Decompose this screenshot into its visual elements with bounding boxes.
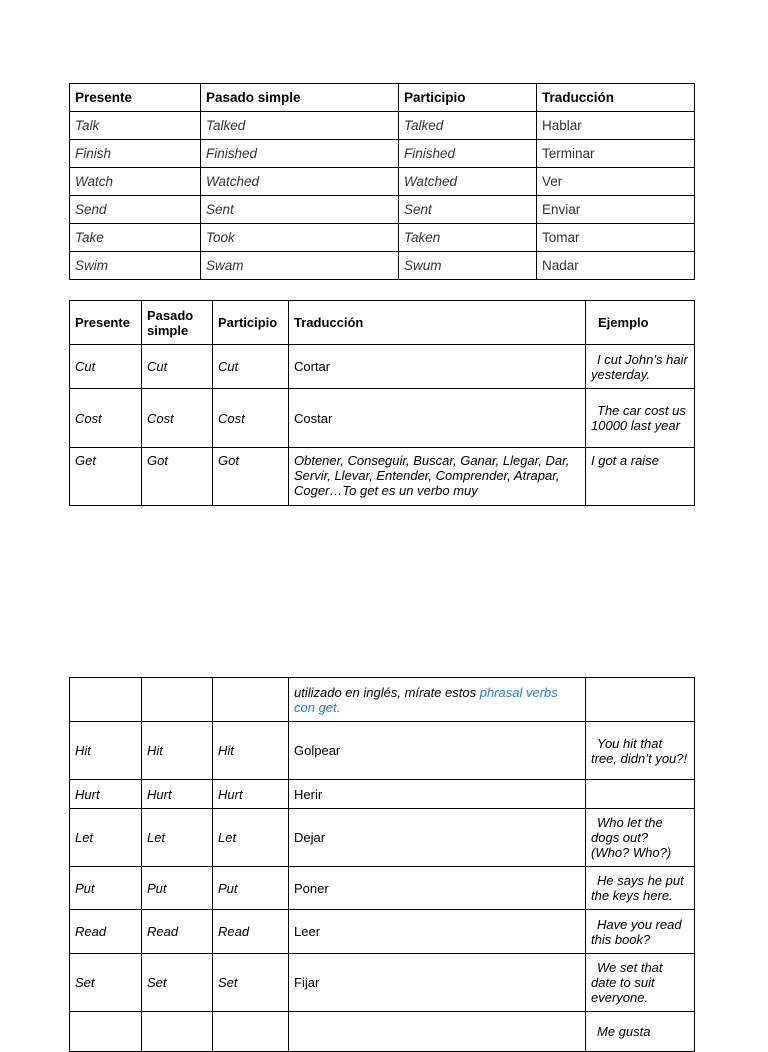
- table-cell: Poner: [289, 867, 586, 910]
- table-cell: Send: [70, 196, 201, 224]
- table-row: [70, 780, 695, 809]
- table-cell: Get: [70, 448, 142, 506]
- table-row: [70, 168, 695, 196]
- table-cell: Put: [213, 867, 289, 910]
- table-row: [70, 252, 695, 280]
- example-cell: I got a raise: [586, 448, 695, 506]
- table-cell: Herir: [289, 780, 586, 809]
- table-cell: Hurt: [70, 780, 142, 809]
- table-cell: Swum: [399, 252, 537, 280]
- table-cell: Costar: [289, 389, 586, 448]
- table-cell: Read: [70, 910, 142, 954]
- table-row: [70, 389, 695, 448]
- table-cell: Hurt: [142, 780, 213, 809]
- column-header: Pasado simple: [201, 84, 399, 112]
- table-row: [70, 140, 695, 168]
- table-cell: Hit: [70, 722, 142, 780]
- table-cell: Tomar: [537, 224, 695, 252]
- table-cell: [213, 678, 289, 722]
- table-row: [70, 224, 695, 252]
- table-cell: Finished: [201, 140, 399, 168]
- table-cell: Watched: [201, 168, 399, 196]
- table-cell: [142, 1012, 213, 1052]
- column-header: Presente: [70, 84, 201, 112]
- table-cell: Hit: [142, 722, 213, 780]
- example-cell: [586, 780, 695, 809]
- column-header: Pasado simple: [142, 301, 213, 345]
- table-cell: [586, 678, 695, 722]
- table-cell: [289, 678, 586, 722]
- example-cell: I cut John’s hair yesterday.: [586, 345, 695, 389]
- table-row: [70, 867, 695, 910]
- example-cell: Me gusta: [586, 1012, 695, 1052]
- table-row: [70, 678, 695, 722]
- table-cell: Talked: [201, 112, 399, 140]
- example-cell: You hit that tree, didn’t you?!: [586, 722, 695, 780]
- table-cell: Finished: [399, 140, 537, 168]
- example-cell: Have you read this book?: [586, 910, 695, 954]
- table-cell: Put: [70, 867, 142, 910]
- table-header-row: [70, 84, 695, 112]
- table-cell: Let: [213, 809, 289, 867]
- table-row: [70, 112, 695, 140]
- table-cell: Read: [142, 910, 213, 954]
- table-cell: [213, 1012, 289, 1052]
- table-cell: Taken: [399, 224, 537, 252]
- table-cell: Finish: [70, 140, 201, 168]
- table-cell: Put: [142, 867, 213, 910]
- table-cell: [70, 678, 142, 722]
- table-cell: Let: [70, 809, 142, 867]
- continuation-text: utilizado en inglés, mírate estos: [294, 684, 480, 700]
- table-cell: Cortar: [289, 345, 586, 389]
- table-cell: Hablar: [537, 112, 695, 140]
- table-row: [70, 910, 695, 954]
- table-cell: Watched: [399, 168, 537, 196]
- table-cell: Read: [213, 910, 289, 954]
- table-cell: Sent: [201, 196, 399, 224]
- table-cell: Took: [201, 224, 399, 252]
- table-cell: Take: [70, 224, 201, 252]
- table-row: [70, 1012, 695, 1052]
- table-cell: Set: [142, 954, 213, 1012]
- table-cell: [142, 678, 213, 722]
- column-header: Participio: [399, 84, 537, 112]
- table-cell: Hit: [213, 722, 289, 780]
- table-cell: Watch: [70, 168, 201, 196]
- table-cell: [289, 1012, 586, 1052]
- table-cell: Cost: [213, 389, 289, 448]
- table-cell: Terminar: [537, 140, 695, 168]
- table-cell: Swim: [70, 252, 201, 280]
- table-cell: Talk: [70, 112, 201, 140]
- table-cell: Set: [70, 954, 142, 1012]
- example-cell: The car cost us 10000 last year: [586, 389, 695, 448]
- table-cell: Cut: [142, 345, 213, 389]
- table-cell: Cost: [70, 389, 142, 448]
- table-row: [70, 345, 695, 389]
- table-cell: Nadar: [537, 252, 695, 280]
- table-cell: Cut: [213, 345, 289, 389]
- regular-verbs-table: [69, 83, 695, 280]
- table-cell: Golpear: [289, 722, 586, 780]
- table-cell: Ver: [537, 168, 695, 196]
- table-cell: Got: [142, 448, 213, 506]
- table-cell: Cut: [70, 345, 142, 389]
- irregular-verbs-table: [69, 300, 695, 506]
- example-cell: He says he put the keys here.: [586, 867, 695, 910]
- irregular-verbs-table-continued: [69, 677, 695, 1052]
- table-row: [70, 809, 695, 867]
- example-cell: We set that date to suit everyone.: [586, 954, 695, 1012]
- table-row: [70, 448, 695, 506]
- column-header: Ejemplo: [586, 301, 695, 345]
- phrasal-verbs-link[interactable]: phrasal verbs con get.: [294, 684, 558, 715]
- table-cell: Set: [213, 954, 289, 1012]
- table-cell: Cost: [142, 389, 213, 448]
- column-header: Participio: [213, 301, 289, 345]
- table-cell: Leer: [289, 910, 586, 954]
- table-cell: Let: [142, 809, 213, 867]
- table-cell: Hurt: [213, 780, 289, 809]
- table-cell: Dejar: [289, 809, 586, 867]
- table-cell: Swam: [201, 252, 399, 280]
- table-cell: Enviar: [537, 196, 695, 224]
- table-cell: Got: [213, 448, 289, 506]
- column-header: Traducción: [289, 301, 586, 345]
- table-row: [70, 722, 695, 780]
- column-header: Traducción: [537, 84, 695, 112]
- table-row: [70, 196, 695, 224]
- table-cell: Talked: [399, 112, 537, 140]
- table-row: [70, 954, 695, 1012]
- table-cell: Fijar: [289, 954, 586, 1012]
- table-cell: Obtener, Conseguir, Buscar, Ganar, Llegar, Dar, Servir, Llevar, Entender, Comprender, Atrapar, Coger…To get es un verbo muy: [289, 448, 586, 506]
- column-header: Presente: [70, 301, 142, 345]
- example-cell: Who let the dogs out? (Who? Who?): [586, 809, 695, 867]
- table-header-row: [70, 301, 695, 345]
- table-cell: [70, 1012, 142, 1052]
- table-cell: Sent: [399, 196, 537, 224]
